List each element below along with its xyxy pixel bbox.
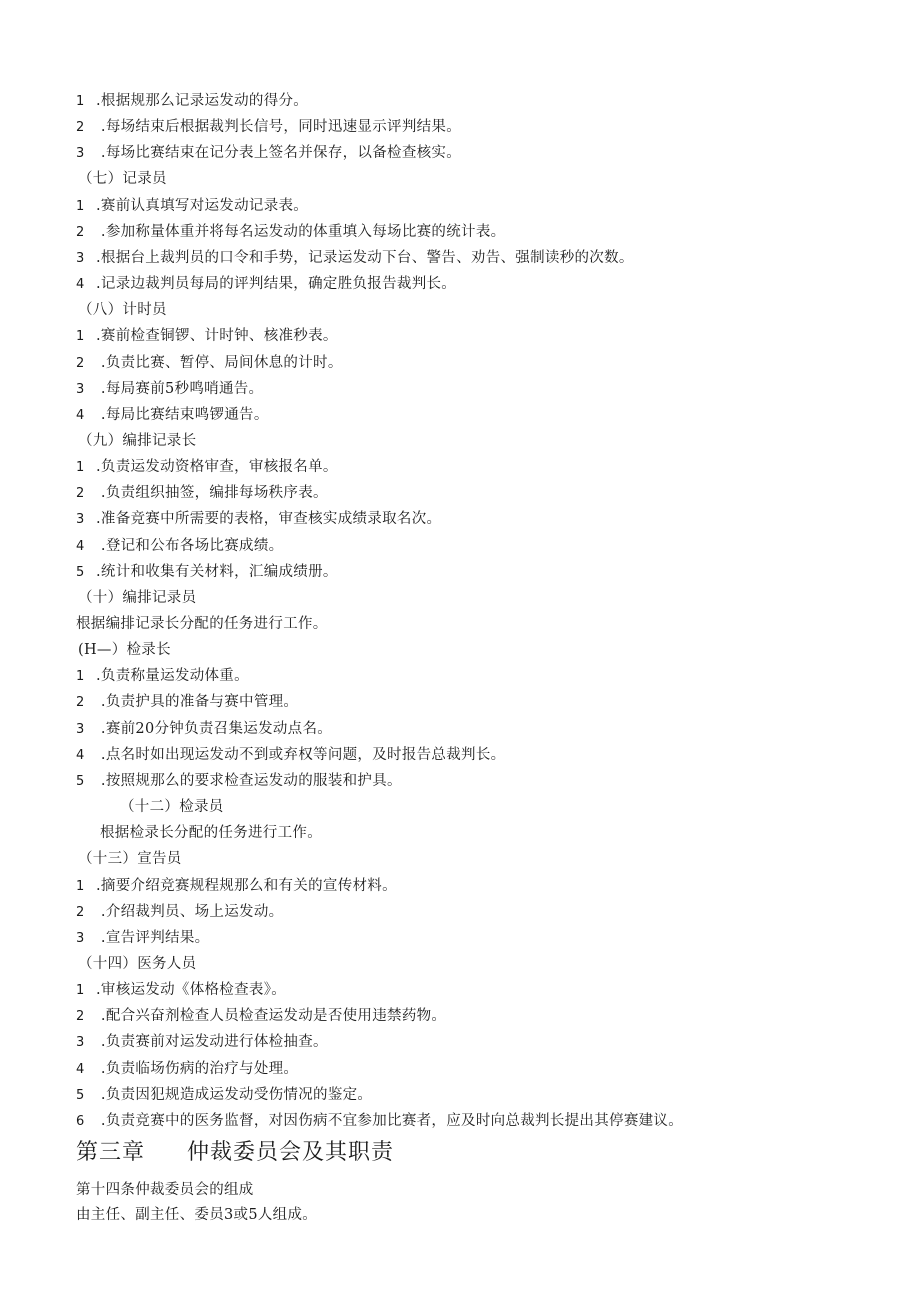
item-text: .每局赛前5秒鸣哨通告。 xyxy=(96,380,264,397)
list-item xyxy=(76,275,456,294)
item-text: .介绍裁判员、场上运发动。 xyxy=(96,903,284,920)
list-item xyxy=(76,981,286,1000)
item-number: 1 xyxy=(76,329,85,345)
section-heading: （十）编排记录员 xyxy=(78,589,197,606)
item-text: .每场比赛结束在记分表上签名并保存，以备检查核实。 xyxy=(96,145,462,162)
item-text: .配合兴奋剂检查人员检查运发动是否使用违禁药物。 xyxy=(96,1008,447,1025)
item-number: 3 xyxy=(76,721,85,737)
list-item xyxy=(76,223,505,242)
item-text: .负责比赛、暂停、局间休息的计时。 xyxy=(96,354,343,371)
section-heading: （八）计时员 xyxy=(78,302,167,319)
item-number: 2 xyxy=(76,1009,85,1025)
item-number: 1 xyxy=(76,94,85,109)
item-text: .每场结束后根据裁判长信号，同时迅速显示评判结果。 xyxy=(96,119,462,136)
item-number: 2 xyxy=(76,224,85,240)
list-item xyxy=(76,537,283,556)
article-heading: 第十四条仲裁委员会的组成 xyxy=(76,1182,254,1198)
article-body: 由主任、副主任、委员3或5人组成。 xyxy=(76,1207,318,1223)
item-text: .赛前检查铜锣、计时钟、核准秒表。 xyxy=(96,328,338,345)
section-heading: （十二）检录员 xyxy=(120,799,224,816)
item-text: .负责护具的准备与赛中管理。 xyxy=(96,694,299,711)
item-number: 4 xyxy=(76,407,85,423)
paragraph: 根据检录长分配的任务进行工作。 xyxy=(100,825,322,842)
item-text: .摘要介绍竞赛规程规那么和有关的宣传材料。 xyxy=(96,877,397,894)
list-item xyxy=(76,693,298,712)
item-text: .赛前20分钟负责召集运发动点名。 xyxy=(96,720,333,737)
item-text: .统计和收集有关材料，汇编成绩册。 xyxy=(96,563,338,580)
list-item xyxy=(76,406,269,425)
list-item xyxy=(76,720,332,739)
list-item xyxy=(76,510,441,529)
list-item xyxy=(76,1086,372,1105)
item-text: .准备竞赛中所需要的表格，审查核实成绩录取名次。 xyxy=(96,511,442,528)
list-item xyxy=(76,903,283,922)
item-text: .根据规那么记录运发动的得分。 xyxy=(96,93,309,109)
chapter-heading xyxy=(76,1139,394,1167)
item-text: .每局比赛结束鸣锣通告。 xyxy=(96,406,269,423)
item-text: .参加称量体重并将每名运发动的体重填入每场比赛的统计表。 xyxy=(96,223,506,240)
list-item xyxy=(76,746,505,765)
item-number: 5 xyxy=(76,564,85,580)
list-item xyxy=(76,354,343,373)
section-heading: （九）编排记录长 xyxy=(78,432,197,449)
list-item xyxy=(76,563,338,582)
item-number: 5 xyxy=(76,1087,85,1103)
item-text: .负责运发动资格审查，审核报名单。 xyxy=(96,459,338,476)
item-number: 5 xyxy=(76,773,85,789)
item-text: .赛前认真填写对运发动记录表。 xyxy=(96,197,309,214)
item-text: .负责组织抽签，编排每场秩序表。 xyxy=(96,485,328,502)
item-number: 2 xyxy=(76,120,85,136)
list-item xyxy=(76,144,461,163)
item-number: 1 xyxy=(76,198,85,214)
item-number: 1 xyxy=(76,669,85,685)
item-number: 3 xyxy=(76,1035,85,1051)
list-item xyxy=(76,667,249,686)
item-number: 2 xyxy=(76,904,85,920)
item-number: 4 xyxy=(76,277,85,293)
list-item xyxy=(76,1112,683,1131)
item-text: .审核运发动《体格检查表》。 xyxy=(96,982,287,999)
item-text: .点名时如出现运发动不到或弃权等问题，及时报告总裁判长。 xyxy=(96,746,506,763)
list-item xyxy=(76,249,634,268)
item-number: 3 xyxy=(76,250,85,266)
list-item xyxy=(76,118,461,137)
section-heading: （十四）医务人员 xyxy=(78,955,197,972)
item-text: .负责竞赛中的医务监督，对因伤病不宜参加比赛者，应及时向总裁判长提出其停赛建议。 xyxy=(96,1112,684,1129)
list-item xyxy=(76,929,209,948)
item-text: .按照规那么的要求检查运发动的服装和护具。 xyxy=(96,772,402,789)
item-number: 4 xyxy=(76,1061,85,1077)
section-heading: （七）记录员 xyxy=(78,171,167,188)
list-item xyxy=(76,197,308,216)
item-number: 6 xyxy=(76,1113,85,1129)
item-number: 3 xyxy=(76,381,85,397)
item-text: .宣告评判结果。 xyxy=(96,929,210,946)
item-text: .负责赛前对运发动进行体检抽查。 xyxy=(96,1034,328,1051)
list-item xyxy=(76,458,338,477)
item-number: 2 xyxy=(76,486,85,502)
item-text: .登记和公布各场比赛成绩。 xyxy=(96,537,284,554)
item-number: 1 xyxy=(76,460,85,476)
item-text: .根据台上裁判员的口令和手势，记录运发动下台、警告、劝告、强制读秒的次数。 xyxy=(96,249,634,266)
chapter-title: 仲裁委员会及其职责 xyxy=(187,1140,395,1165)
list-item xyxy=(76,1060,298,1079)
item-text: .记录边裁判员每局的评判结果，确定胜负报告裁判长。 xyxy=(96,276,457,293)
item-number: 4 xyxy=(76,747,85,763)
list-item xyxy=(76,1033,328,1052)
list-item xyxy=(76,772,402,791)
item-text: .负责因犯规造成运发动受伤情况的鉴定。 xyxy=(96,1086,373,1103)
item-number: 1 xyxy=(76,983,85,999)
paragraph: 根据编排记录长分配的任务进行工作。 xyxy=(76,616,328,632)
item-number: 3 xyxy=(76,146,85,162)
list-item xyxy=(76,92,308,111)
list-item xyxy=(76,877,397,896)
section-heading: (H—）检录长 xyxy=(78,642,171,659)
list-item xyxy=(76,484,328,503)
list-item xyxy=(76,327,338,346)
item-number: 4 xyxy=(76,538,85,554)
item-number: 2 xyxy=(76,695,85,711)
item-number: 1 xyxy=(76,878,85,894)
list-item xyxy=(76,380,263,399)
item-number: 3 xyxy=(76,930,85,946)
item-number: 3 xyxy=(76,512,85,528)
section-heading: （十三）宣告员 xyxy=(78,851,182,868)
item-text: .负责称量运发动体重。 xyxy=(96,668,249,685)
list-item xyxy=(76,1007,446,1026)
item-number: 2 xyxy=(76,355,85,371)
item-text: .负责临场伤病的治疗与处理。 xyxy=(96,1060,299,1077)
chapter-label: 第三章 xyxy=(76,1140,146,1165)
